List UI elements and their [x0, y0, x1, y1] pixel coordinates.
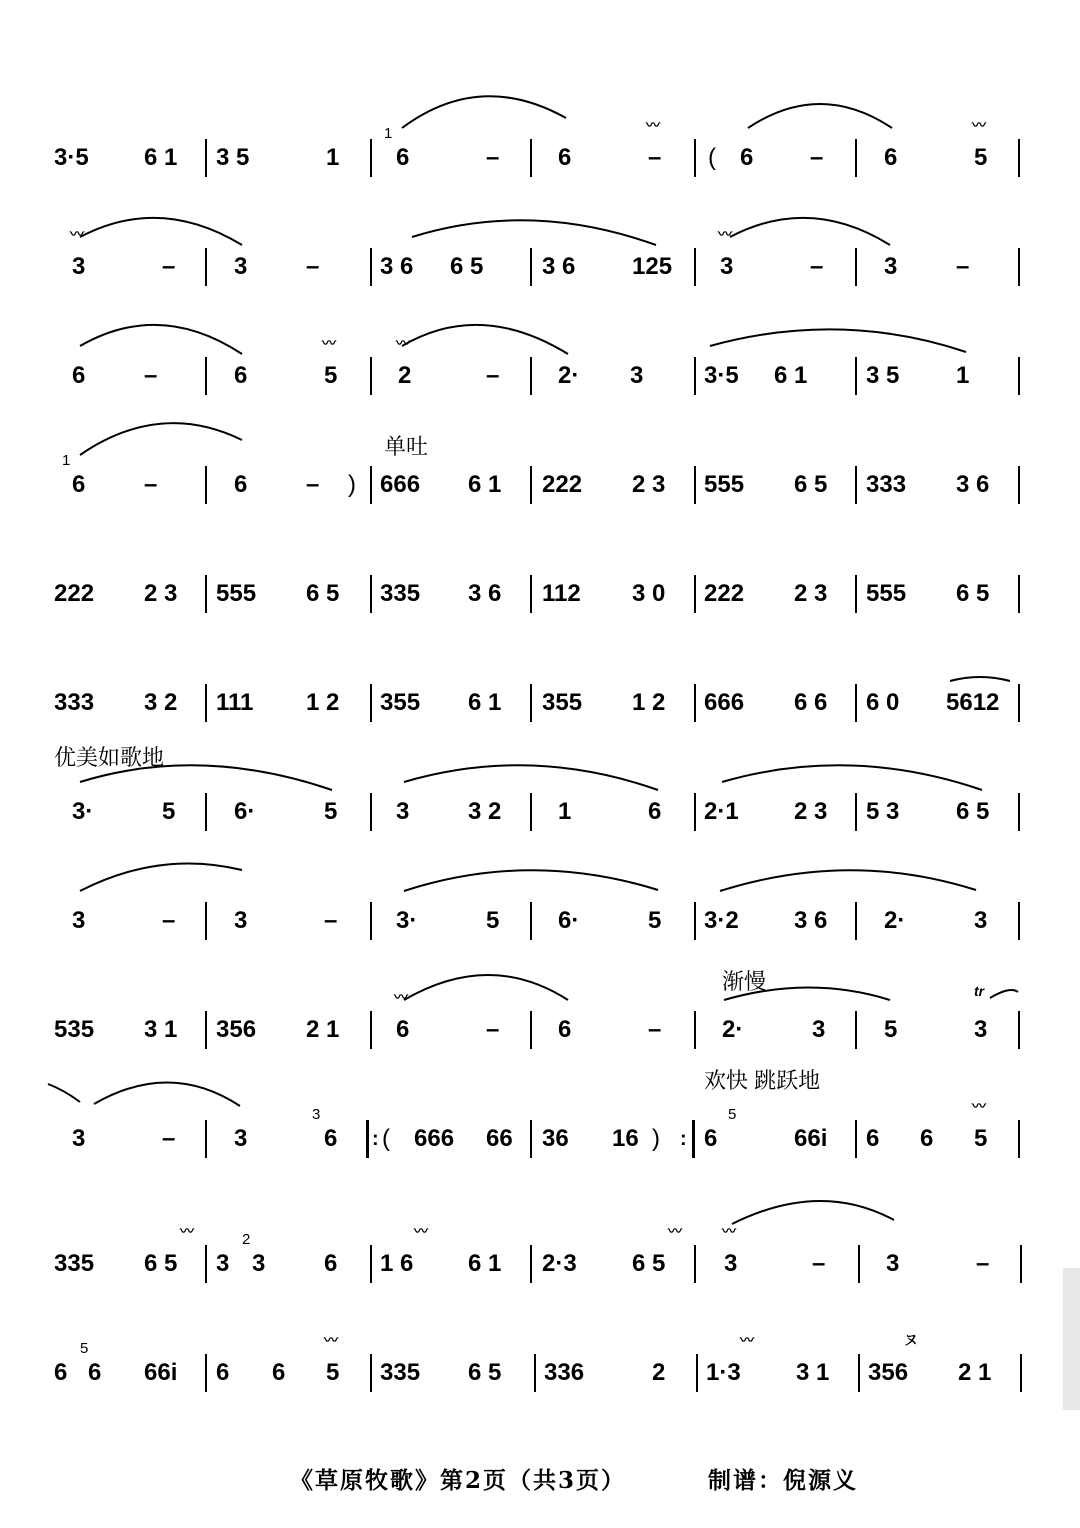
note: 3: [216, 1250, 230, 1277]
note: 535: [54, 1016, 95, 1043]
note: (: [382, 1125, 390, 1152]
mordent-icon: 〰: [668, 1223, 679, 1239]
note: 1: [558, 798, 572, 825]
note: 3: [630, 362, 644, 389]
note: 3·2: [704, 907, 739, 934]
note: 6: [558, 144, 572, 171]
note: 6 5: [956, 798, 990, 825]
mordent-icon: 〰: [722, 1223, 733, 1239]
note: 1·3: [706, 1359, 741, 1386]
mordent-icon: 〰: [718, 226, 729, 242]
note: 6 0: [866, 689, 900, 716]
note: 333: [54, 689, 95, 716]
note: 356: [216, 1016, 257, 1043]
note: 2 3: [794, 580, 828, 607]
note: 2·1: [704, 798, 739, 825]
note: 2·: [884, 907, 906, 934]
grace-note: 3: [312, 1106, 321, 1123]
note: –: [486, 1016, 500, 1043]
mordent-icon: 〰: [324, 1332, 335, 1348]
direction-text: 单吐: [384, 434, 429, 459]
note: 1: [956, 362, 970, 389]
ornament-icon: ヌ: [904, 1332, 918, 1348]
note: 3: [72, 1125, 86, 1152]
note: 3: [396, 798, 410, 825]
note: –: [306, 471, 320, 498]
note: 666: [414, 1125, 455, 1152]
trill-icon: tr: [974, 983, 985, 999]
note: 5: [324, 362, 338, 389]
note: 3: [252, 1250, 266, 1277]
note: 2 3: [794, 798, 828, 825]
note: 1 6: [380, 1250, 414, 1277]
note: 1: [326, 144, 340, 171]
note: –: [976, 1250, 990, 1277]
note: –: [324, 907, 338, 934]
mordent-icon: 〰: [394, 989, 405, 1005]
note: 6: [920, 1125, 934, 1152]
note: 111: [216, 689, 254, 716]
note: 2 3: [144, 580, 178, 607]
note: 6: [884, 144, 898, 171]
note: ): [652, 1125, 660, 1152]
note: ): [348, 471, 356, 498]
note: 6: [88, 1359, 102, 1386]
note: 6: [704, 1125, 718, 1152]
note: 6: [234, 471, 248, 498]
direction-text: 优美如歌地: [54, 745, 165, 770]
page-title: 《草原牧歌》第2页（共3页）: [290, 1467, 627, 1494]
note: 5 3: [866, 798, 900, 825]
note: 3·: [396, 907, 418, 934]
note: –: [144, 471, 158, 498]
mordent-icon: 〰: [180, 1223, 191, 1239]
note: 3 6: [794, 907, 828, 934]
note: 66i: [794, 1125, 828, 1152]
credit-text: 制谱：倪源义: [708, 1467, 859, 1494]
note: –: [162, 907, 176, 934]
note: 3 0: [632, 580, 666, 607]
note: 5: [324, 798, 338, 825]
grace-note: 5: [728, 1106, 737, 1123]
note: 2: [652, 1359, 666, 1386]
note: 355: [380, 689, 421, 716]
grace-note: 5: [80, 1340, 89, 1357]
note: 3 6: [956, 471, 990, 498]
note: 5: [162, 798, 176, 825]
note: 5: [486, 907, 500, 934]
mordent-icon: 〰: [396, 335, 407, 351]
note: 3·: [72, 798, 94, 825]
note: 2·3: [542, 1250, 577, 1277]
note: 356: [868, 1359, 909, 1386]
mordent-icon: 〰: [322, 335, 333, 351]
mordent-icon: 〰: [70, 226, 81, 242]
note: 6: [72, 362, 86, 389]
note: 112: [542, 580, 581, 607]
mordent-icon: 〰: [972, 1098, 983, 1114]
note: 3: [234, 907, 248, 934]
note: 6: [216, 1359, 230, 1386]
note: 2 1: [306, 1016, 340, 1043]
note: 3 5: [866, 362, 900, 389]
note: 66i: [144, 1359, 178, 1386]
mordent-icon: 〰: [972, 117, 983, 133]
note: –: [648, 1016, 662, 1043]
note: 6 5: [450, 253, 484, 280]
note: –: [812, 1250, 826, 1277]
note: –: [306, 253, 320, 280]
note: 36: [542, 1125, 569, 1152]
note: 335: [54, 1250, 95, 1277]
note: 3: [724, 1250, 738, 1277]
note: 2·: [558, 362, 580, 389]
note: 6 1: [774, 362, 808, 389]
note: 6 1: [144, 144, 178, 171]
note: 333: [866, 471, 907, 498]
page-footer: [290, 1462, 870, 1495]
note: 6: [54, 1359, 68, 1386]
note: –: [486, 144, 500, 171]
note: –: [648, 144, 662, 171]
mordent-icon: 〰: [646, 117, 657, 133]
note: 6 6: [794, 689, 828, 716]
note: 1 2: [632, 689, 666, 716]
note: 6·: [234, 798, 256, 825]
note: 5: [648, 907, 662, 934]
note: 3: [974, 1016, 988, 1043]
note: 5: [326, 1359, 340, 1386]
note: 355: [542, 689, 583, 716]
note: 336: [544, 1359, 585, 1386]
note: 3: [234, 1125, 248, 1152]
note: 6 1: [468, 1250, 502, 1277]
note: –: [486, 362, 500, 389]
note: 3: [720, 253, 734, 280]
note: 3: [72, 907, 86, 934]
note: 5: [974, 1125, 988, 1152]
direction-text: 欢快 跳跃地: [704, 1068, 821, 1093]
note: 6 5: [632, 1250, 666, 1277]
note: 6·: [558, 907, 580, 934]
note: 6: [396, 144, 410, 171]
note: 2 1: [958, 1359, 992, 1386]
note: 66: [486, 1125, 513, 1152]
note: 6: [558, 1016, 572, 1043]
note: 222: [704, 580, 745, 607]
note: 5: [884, 1016, 898, 1043]
note: 3·5: [704, 362, 739, 389]
note: 3: [234, 253, 248, 280]
note: 222: [54, 580, 95, 607]
note: 6 5: [306, 580, 340, 607]
note: 2 3: [632, 471, 666, 498]
note: 3 2: [144, 689, 178, 716]
note: –: [810, 253, 824, 280]
note: 3: [884, 253, 898, 280]
note: 3: [72, 253, 86, 280]
note: 222: [542, 471, 583, 498]
note: –: [956, 253, 970, 280]
grace-note: 1: [384, 125, 393, 142]
note: 3 2: [468, 798, 502, 825]
note: 2: [398, 362, 412, 389]
mordent-icon: 〰: [740, 1332, 751, 1348]
note: 3 1: [144, 1016, 178, 1043]
note: 6 5: [468, 1359, 502, 1386]
note: –: [162, 253, 176, 280]
note: 666: [380, 471, 421, 498]
note: 3 6: [468, 580, 502, 607]
note: 6 5: [956, 580, 990, 607]
note: 555: [216, 580, 257, 607]
note: 335: [380, 1359, 421, 1386]
note: 6: [396, 1016, 410, 1043]
note: –: [162, 1125, 176, 1152]
note: 5: [974, 144, 988, 171]
note: 3·5: [54, 144, 89, 171]
note: 6: [272, 1359, 286, 1386]
note: 2·: [722, 1016, 744, 1043]
note: 1 2: [306, 689, 340, 716]
note: 6: [740, 144, 754, 171]
note: 3 6: [542, 253, 576, 280]
repeat-open: :: [372, 1128, 379, 1150]
note: 3: [886, 1250, 900, 1277]
scrollbar-thumb[interactable]: [1063, 1268, 1080, 1410]
note: –: [810, 144, 824, 171]
note: 3 1: [796, 1359, 830, 1386]
note: 6: [234, 362, 248, 389]
note: 16: [612, 1125, 639, 1152]
note: 5612: [946, 689, 1000, 716]
note: 555: [866, 580, 907, 607]
note: 6: [72, 471, 86, 498]
note: (: [708, 144, 716, 171]
note: 6 1: [468, 471, 502, 498]
mordent-icon: 〰: [414, 1223, 425, 1239]
grace-note: 1: [62, 452, 71, 469]
note: 3: [974, 907, 988, 934]
note: 335: [380, 580, 421, 607]
note: 6: [866, 1125, 880, 1152]
note: –: [144, 362, 158, 389]
note: 125: [632, 253, 673, 280]
note: 6 5: [794, 471, 828, 498]
repeat-close: :: [680, 1128, 687, 1150]
note: 3: [812, 1016, 826, 1043]
note: 555: [704, 471, 745, 498]
note: 6: [324, 1125, 338, 1152]
note: 6: [648, 798, 662, 825]
note: 6 5: [144, 1250, 178, 1277]
note: 666: [704, 689, 745, 716]
note: 6 1: [468, 689, 502, 716]
direction-text: 渐慢: [722, 969, 767, 994]
grace-note: 2: [242, 1231, 251, 1248]
note: 3 5: [216, 144, 250, 171]
note: 6: [324, 1250, 338, 1277]
note: 3 6: [380, 253, 414, 280]
